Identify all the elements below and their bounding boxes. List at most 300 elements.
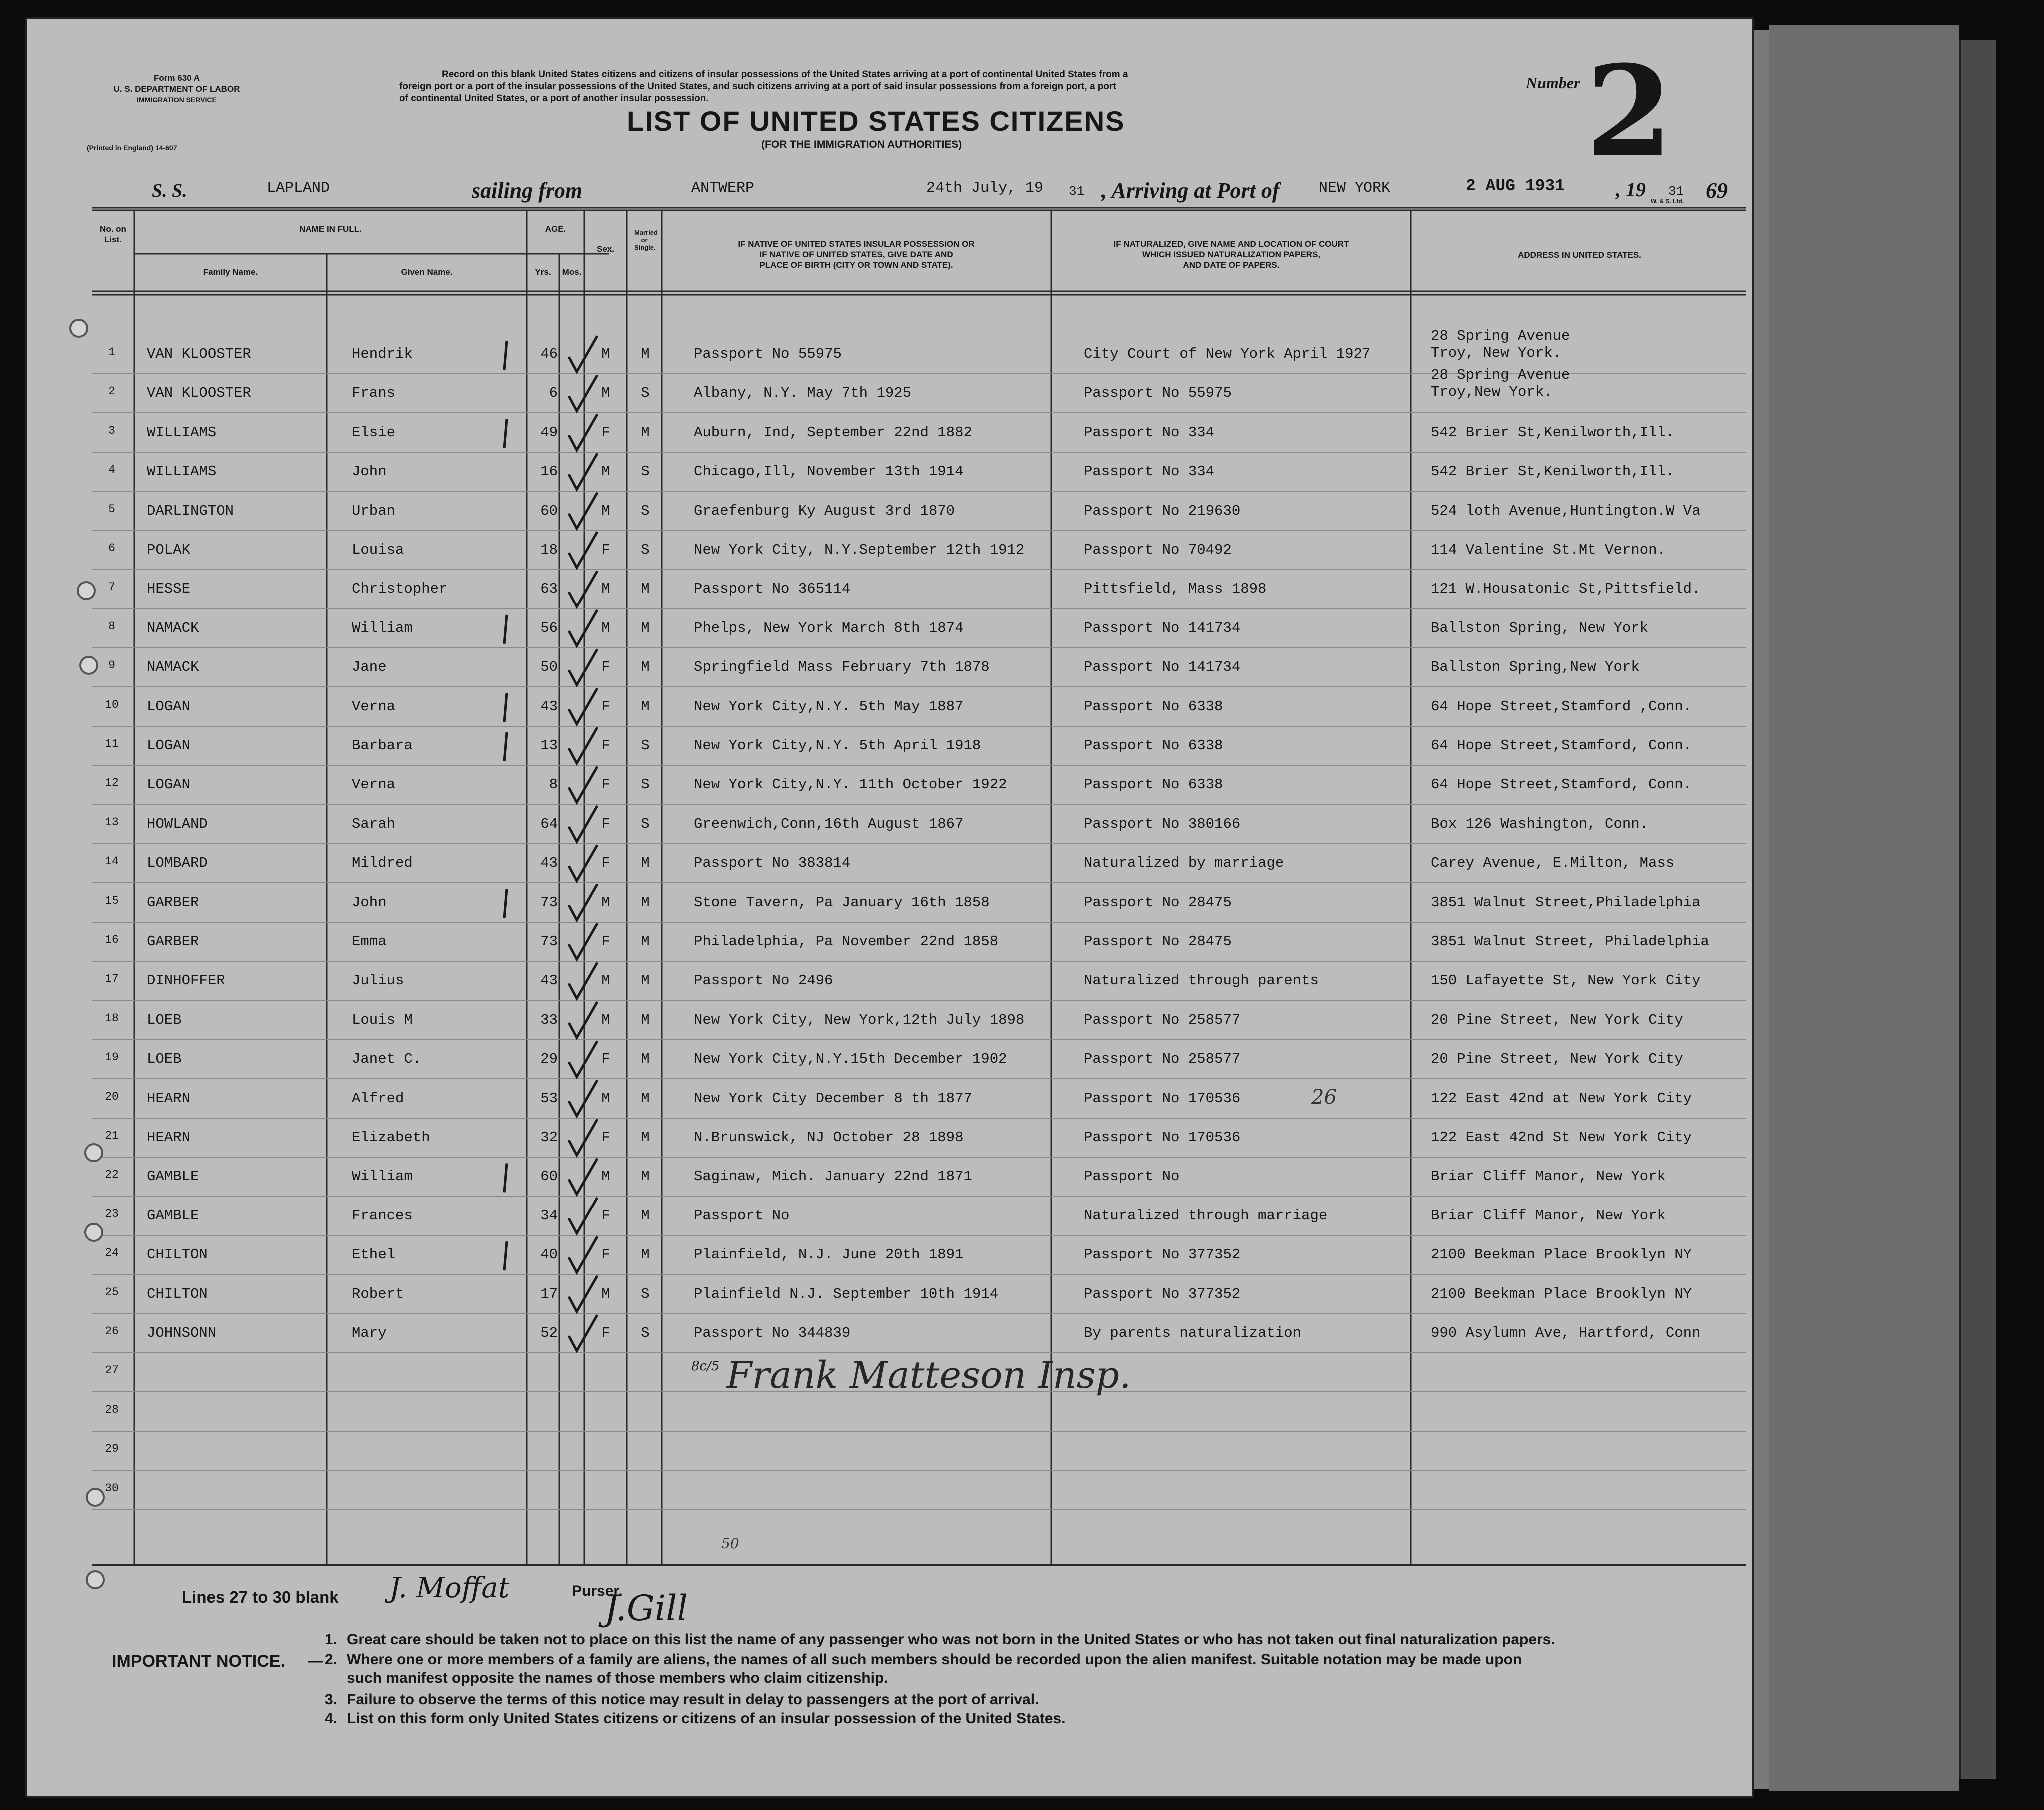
given-name: Louis M [352, 1011, 413, 1028]
us-address: 542 Brier St,Kenilworth,Ill. [1431, 463, 1675, 480]
marital-status: S [641, 463, 650, 480]
given-name: Verna [352, 776, 396, 793]
notice-heading: IMPORTANT NOTICE. [112, 1652, 285, 1671]
naturalization-info: Passport No 258577 [1084, 1011, 1241, 1028]
birth-info: Philadelphia, Pa November 22nd 1858 [694, 933, 999, 950]
family-name: LOGAN [147, 698, 191, 715]
naturalization-info: Passport No 170536 [1084, 1090, 1241, 1107]
row-number: 19 [105, 1051, 119, 1064]
col-birth-line-3: PLACE OF BIRTH (CITY OR TOWN AND STATE). [759, 260, 953, 270]
sex: F [601, 776, 610, 793]
given-name: Sarah [352, 815, 396, 832]
age-years: 40 [540, 1246, 558, 1263]
tally-stroke [504, 889, 507, 918]
row-number: 20 [105, 1090, 119, 1103]
col-mos: Mos. [562, 267, 582, 277]
naturalization-info: Passport No 70492 [1084, 542, 1232, 558]
birth-info: Passport No 2496 [694, 972, 833, 989]
marital-status: S [641, 1285, 650, 1302]
row-20-mark: 26 [1311, 1086, 1337, 1109]
marital-status: M [641, 972, 650, 989]
notice-num-4: 4. [325, 1710, 338, 1727]
page-number: 69 [1706, 178, 1728, 203]
intro-line-2: foreign port or a port of the insular possessions of the United States, and such citizens arriving at a port of said insular possessions from a foreign port, a port [399, 81, 1116, 92]
family-name: VAN KLOOSTER [147, 346, 251, 362]
arrive-port: NEW YORK [1319, 180, 1391, 197]
sex: F [601, 1246, 610, 1263]
check-mark [569, 494, 597, 529]
check-mark [569, 1277, 597, 1312]
naturalization-info: Passport No 28475 [1084, 894, 1232, 911]
check-mark [569, 846, 597, 881]
us-address-line-2: Troy,New York. [1431, 384, 1553, 401]
family-name: NAMACK [147, 619, 199, 636]
printer-mark: W. & S. Ltd. [1651, 198, 1684, 205]
sex: M [601, 972, 610, 989]
marital-status: S [641, 385, 650, 402]
marital-status: M [641, 619, 650, 636]
notice-item-1: Great care should be taken not to place on this list the name of any passenger who was not born in the United States or who has not taken out final naturalization papers. [347, 1631, 1555, 1648]
given-name: John [352, 463, 387, 480]
marital-status: M [641, 346, 650, 362]
col-birth-line-2: IF NATIVE OF UNITED STATES, GIVE DATE AND [759, 250, 953, 259]
family-name: JOHNSONN [147, 1325, 217, 1341]
birth-info: Graefenburg Ky August 3rd 1870 [694, 502, 955, 519]
birth-info: New York City,N.Y. 5th May 1887 [694, 698, 964, 715]
birth-info: New York City, N.Y.September 12th 1912 [694, 542, 1025, 558]
sex: F [601, 1207, 610, 1224]
arriving-label: , Arriving at Port of [1101, 178, 1280, 203]
sex: F [601, 1129, 610, 1146]
family-name: LOGAN [147, 776, 191, 793]
tally-stroke [504, 1241, 507, 1270]
sex: M [601, 619, 610, 636]
marital-status: M [641, 698, 650, 715]
us-address: 64 Hope Street,Stamford, Conn. [1431, 776, 1692, 793]
purser-label: Purser. [572, 1583, 623, 1599]
form-number: Form 630 A [154, 73, 200, 83]
col-name-in-full: NAME IN FULL. [299, 224, 362, 234]
arrive-century: , 19 [1616, 178, 1646, 201]
scribble-50: 50 [721, 1535, 739, 1552]
row-number: 3 [108, 424, 115, 437]
ss-label: S. S. [152, 180, 187, 201]
col-no-on-list: No. on List. [100, 224, 126, 244]
family-name: CHILTON [147, 1246, 208, 1263]
naturalization-info: Passport No 258577 [1084, 1051, 1241, 1068]
us-address: 122 East 42nd at New York City [1431, 1090, 1692, 1107]
naturalization-info: Passport No 334 [1084, 463, 1215, 480]
birth-info: Greenwich,Conn,16th August 1867 [694, 815, 964, 832]
col-nat-line-1: IF NATURALIZED, GIVE NAME AND LOCATION OF COURT [1113, 239, 1349, 249]
sex: M [601, 346, 610, 362]
family-name: DINHOFFER [147, 972, 225, 989]
check-mark [569, 1120, 597, 1155]
notice-num-1: 1. [325, 1631, 338, 1648]
given-name: Verna [352, 698, 396, 715]
number-label: Number [1526, 74, 1580, 92]
intro-line-3: of continental United States, or a port of another insular possession. [399, 93, 709, 104]
department-name: U. S. DEPARTMENT OF LABOR [113, 84, 240, 94]
us-address: 28 Spring Avenue [1431, 367, 1570, 384]
family-name: LOEB [147, 1051, 182, 1068]
age-years: 60 [540, 1168, 558, 1185]
age-years: 16 [540, 463, 558, 480]
age-years: 29 [540, 1051, 558, 1068]
punch-hole [86, 1488, 105, 1507]
printed-note: (Printed in England) 14-607 [87, 144, 177, 152]
col-yrs: Yrs. [535, 267, 551, 277]
birth-info: Passport No 365114 [694, 581, 851, 598]
from-port: ANTWERP [691, 180, 755, 197]
sex: F [601, 855, 610, 872]
check-mark [569, 1081, 597, 1116]
birth-info: New York City December 8 th 1877 [694, 1090, 972, 1107]
check-mark [569, 572, 597, 606]
marital-status: M [641, 855, 650, 872]
row-number: 8 [108, 619, 115, 633]
birth-info: Albany, N.Y. May 7th 1925 [694, 385, 912, 402]
birth-info: Saginaw, Mich. January 22nd 1871 [694, 1168, 972, 1185]
given-name: Urban [352, 502, 396, 519]
service-name: IMMIGRATION SERVICE [137, 96, 217, 104]
naturalization-info: Naturalized through marriage [1084, 1207, 1328, 1224]
birth-info: Auburn, Ind, September 22nd 1882 [694, 424, 972, 441]
age-years: 49 [540, 424, 558, 441]
sex: F [601, 542, 610, 558]
family-name: GAMBLE [147, 1168, 199, 1185]
row-number: 4 [108, 463, 115, 477]
birth-info: Passport No [694, 1207, 790, 1224]
col-married-single: Married or Single. [634, 229, 658, 251]
family-name: NAMACK [147, 659, 199, 676]
given-name: Emma [352, 933, 387, 950]
col-family-name: Family Name. [203, 267, 258, 277]
row-number: 2 [108, 385, 115, 398]
col-nat-line-2: WHICH ISSUED NATURALIZATION PAPERS, [1142, 250, 1321, 259]
row-number: 7 [108, 581, 115, 594]
punch-hole [69, 319, 88, 338]
tally-stroke [504, 732, 507, 761]
lines-blank-signature: J. Moffat [389, 1572, 510, 1604]
check-mark [569, 1159, 597, 1194]
row-number: 24 [105, 1246, 119, 1260]
checkmarks-overlay [27, 19, 1754, 1798]
sex: F [601, 737, 610, 754]
row-number: 28 [105, 1403, 119, 1416]
us-address: 3851 Walnut Street, Philadelphia [1431, 933, 1709, 950]
arrive-date-stamp: 2 AUG 1931 [1466, 177, 1565, 195]
row-number: 11 [105, 737, 119, 750]
sex: M [601, 894, 610, 911]
us-address: 524 loth Avenue,Huntington.W Va [1431, 502, 1701, 519]
sex: F [601, 424, 610, 441]
manifest-document [25, 17, 1754, 1798]
family-name: LOEB [147, 1011, 182, 1028]
row-number: 30 [105, 1481, 119, 1495]
marital-status: M [641, 1168, 650, 1185]
inspector-code: 8c/5 [691, 1359, 720, 1374]
row-number: 10 [105, 698, 119, 711]
marital-status: S [641, 776, 650, 793]
row-number: 13 [105, 815, 119, 829]
marital-status: M [641, 1207, 650, 1224]
binding-edge [1959, 40, 1996, 1779]
sex: F [601, 933, 610, 950]
col-nat-line-3: AND DATE OF PAPERS. [1183, 260, 1280, 270]
birth-info: Phelps, New York March 8th 1874 [694, 619, 964, 636]
given-name: Elsie [352, 424, 396, 441]
notice-item-4: List on this form only United States citizens or citizens of an insular possession of the United States. [347, 1710, 1066, 1727]
tally-stroke [504, 693, 507, 722]
age-years: 8 [549, 776, 558, 793]
check-mark [569, 1237, 597, 1272]
naturalization-info: Passport No 141734 [1084, 619, 1241, 636]
age-years: 33 [540, 1011, 558, 1028]
naturalization-info: Passport No 6338 [1084, 776, 1223, 793]
family-name: LOGAN [147, 737, 191, 754]
row-number: 23 [105, 1207, 119, 1220]
check-mark [569, 454, 597, 489]
marital-status: M [641, 424, 650, 441]
family-name: GAMBLE [147, 1207, 199, 1224]
row-number: 21 [105, 1129, 119, 1142]
marital-status: M [641, 1090, 650, 1107]
birth-info: Plainfield N.J. September 10th 1914 [694, 1285, 999, 1302]
notice-item-3: Failure to observe the terms of this notice may result in delay to passengers at the port of arrival. [347, 1691, 1039, 1708]
age-years: 6 [549, 385, 558, 402]
age-years: 43 [540, 972, 558, 989]
check-mark [569, 689, 597, 724]
naturalization-info: Passport No 334 [1084, 424, 1215, 441]
us-address: 2100 Beekman Place Brooklyn NY [1431, 1285, 1692, 1302]
intro-line-1: Record on this blank United States citizens and citizens of insular possessions of the United States arriving at a port of continental United States from a [442, 69, 1128, 80]
check-mark [569, 650, 597, 685]
row-number: 25 [105, 1285, 119, 1299]
sailing-label: sailing from [472, 178, 583, 203]
given-name: Robert [352, 1285, 404, 1302]
family-name: HOWLAND [147, 815, 208, 832]
age-years: 64 [540, 815, 558, 832]
age-years: 32 [540, 1129, 558, 1146]
check-mark [569, 1003, 597, 1038]
family-name: WILLIAMS [147, 463, 217, 480]
sex: F [601, 1051, 610, 1068]
family-name: LOMBARD [147, 855, 208, 872]
notice-num-3: 3. [325, 1691, 338, 1708]
row-number: 29 [105, 1442, 119, 1456]
naturalization-info: Naturalized by marriage [1084, 855, 1284, 872]
col-given-name: Given Name. [401, 267, 453, 277]
sex: F [601, 698, 610, 715]
marital-status: M [641, 1129, 650, 1146]
given-name: Hendrik [352, 346, 413, 362]
check-mark [569, 728, 597, 763]
us-address: 20 Pine Street, New York City [1431, 1051, 1683, 1068]
age-years: 52 [540, 1325, 558, 1341]
age-years: 73 [540, 933, 558, 950]
purser-signature: J.Gill [604, 1588, 688, 1629]
col-sex: Sex. [597, 244, 614, 254]
notice-item-2-line-1: Where one or more members of a family are aliens, the names of all such members should be recorded upon the alien manifest. Suitable notation may be made upon [347, 1651, 1522, 1668]
arrive-year: 31 [1668, 184, 1684, 199]
us-address: 150 Lafayette St, New York City [1431, 972, 1701, 989]
naturalization-info: Passport No 6338 [1084, 698, 1223, 715]
family-name: GARBER [147, 894, 199, 911]
us-address: 121 W.Housatonic St,Pittsfield. [1431, 581, 1701, 598]
us-address: 542 Brier St,Kenilworth,Ill. [1431, 424, 1675, 441]
punch-hole [84, 1223, 103, 1242]
sex: M [601, 1011, 610, 1028]
birth-info: New York City, New York,12th July 1898 [694, 1011, 1025, 1028]
us-address: 64 Hope Street,Stamford, Conn. [1431, 737, 1692, 754]
check-mark [569, 767, 597, 802]
check-mark [569, 415, 597, 450]
row-number: 9 [108, 659, 115, 672]
punch-hole [86, 1570, 105, 1589]
sex: F [601, 1325, 610, 1341]
marital-status: M [641, 659, 650, 676]
given-name: Ethel [352, 1246, 396, 1263]
check-mark [569, 337, 597, 372]
check-mark [569, 885, 597, 920]
age-years: 18 [540, 542, 558, 558]
tally-stroke [504, 1163, 507, 1192]
marital-status: S [641, 1325, 650, 1341]
given-name: Christopher [352, 581, 448, 598]
sail-year: 31 [1069, 184, 1085, 199]
age-years: 73 [540, 894, 558, 911]
check-mark [569, 533, 597, 568]
us-address: 2100 Beekman Place Brooklyn NY [1431, 1246, 1692, 1263]
inspector-signature: Frank Matteson Insp. [726, 1354, 1131, 1397]
punch-hole [79, 656, 98, 675]
sex: M [601, 1090, 610, 1107]
age-years: 43 [540, 698, 558, 715]
age-years: 53 [540, 1090, 558, 1107]
form-title: LIST OF UNITED STATES CITIZENS [627, 105, 1125, 137]
birth-info: Plainfield, N.J. June 20th 1891 [694, 1246, 964, 1263]
birth-info: Springfield Mass February 7th 1878 [694, 659, 990, 676]
marital-status: M [641, 581, 650, 598]
family-name: DARLINGTON [147, 502, 234, 519]
check-mark [569, 1199, 597, 1233]
row-number: 14 [105, 855, 119, 868]
col-birth-line-1: IF NATIVE OF UNITED STATES INSULAR POSSESSION OR [738, 239, 975, 249]
age-years: 17 [540, 1285, 558, 1302]
birth-info: New York City,N.Y.15th December 1902 [694, 1051, 1007, 1068]
marital-status: M [641, 933, 650, 950]
sex: F [601, 659, 610, 676]
notice-num-2: 2. [325, 1651, 338, 1668]
tally-stroke [504, 419, 507, 448]
tally-stroke [504, 615, 507, 644]
given-name: Mary [352, 1325, 387, 1341]
naturalization-info: Passport No 55975 [1084, 385, 1232, 402]
lines-blank-note: Lines 27 to 30 blank [182, 1588, 339, 1606]
us-address: 20 Pine Street, New York City [1431, 1011, 1683, 1028]
naturalization-info: Pittsfield, Mass 1898 [1084, 581, 1267, 598]
given-name: Alfred [352, 1090, 404, 1107]
check-mark [569, 1316, 597, 1351]
sex: M [601, 463, 610, 480]
birth-info: Passport No 383814 [694, 855, 851, 872]
marital-status: M [641, 1051, 650, 1068]
naturalization-info: Naturalized through parents [1084, 972, 1319, 989]
family-name: VAN KLOOSTER [147, 385, 251, 402]
age-years: 63 [540, 581, 558, 598]
marital-status: M [641, 1246, 650, 1263]
check-mark [569, 963, 597, 998]
naturalization-info: Passport No 28475 [1084, 933, 1232, 950]
naturalization-info: Passport No 6338 [1084, 737, 1223, 754]
marital-status: M [641, 894, 650, 911]
row-number: 12 [105, 776, 119, 790]
naturalization-info: City Court of New York April 1927 [1084, 346, 1371, 362]
us-address: 28 Spring Avenue [1431, 328, 1570, 344]
list-number: 2 [1586, 38, 1673, 185]
row-number: 1 [108, 346, 115, 359]
birth-info: Stone Tavern, Pa January 16th 1858 [694, 894, 990, 911]
given-name: Janet C. [352, 1051, 422, 1068]
naturalization-info: By parents naturalization [1084, 1325, 1302, 1341]
row-number: 26 [105, 1325, 119, 1338]
age-years: 50 [540, 659, 558, 676]
given-name: Frans [352, 385, 396, 402]
birth-info: N.Brunswick, NJ October 28 1898 [694, 1129, 964, 1146]
family-name: HEARN [147, 1090, 191, 1107]
marital-status: S [641, 502, 650, 519]
col-age: AGE. [545, 224, 566, 234]
given-name: Louisa [352, 542, 404, 558]
given-name: John [352, 894, 387, 911]
marital-status: M [641, 1011, 650, 1028]
given-name: Barbara [352, 737, 413, 754]
ship-name: LAPLAND [267, 180, 330, 197]
marital-status: S [641, 542, 650, 558]
age-years: 43 [540, 855, 558, 872]
age-years: 46 [540, 346, 558, 362]
sex: M [601, 502, 610, 519]
us-address: 990 Asylumn Ave, Hartford, Conn [1431, 1325, 1701, 1341]
family-name: WILLIAMS [147, 424, 217, 441]
check-mark [569, 1042, 597, 1077]
naturalization-info: Passport No 170536 [1084, 1129, 1241, 1146]
check-mark [569, 376, 597, 411]
family-name: HESSE [147, 581, 191, 598]
given-name: Elizabeth [352, 1129, 430, 1146]
birth-info: New York City,N.Y. 11th October 1922 [694, 776, 1007, 793]
age-years: 34 [540, 1207, 558, 1224]
us-address-line-2: Troy, New York. [1431, 345, 1562, 361]
family-name: GARBER [147, 933, 199, 950]
punch-hole [77, 581, 96, 600]
given-name: William [352, 1168, 413, 1185]
row-number: 22 [105, 1168, 119, 1182]
birth-info: Passport No 55975 [694, 346, 842, 362]
family-name: POLAK [147, 542, 191, 558]
age-years: 56 [540, 619, 558, 636]
sex: M [601, 385, 610, 402]
row-number: 6 [108, 542, 115, 555]
col-address: ADDRESS IN UNITED STATES. [1518, 250, 1641, 260]
given-name: Mildred [352, 855, 413, 872]
us-address: Carey Avenue, E.Milton, Mass [1431, 855, 1675, 872]
row-number: 15 [105, 894, 119, 907]
sex: M [601, 1285, 610, 1302]
page-edge-strip [1754, 30, 1769, 1789]
check-mark [569, 611, 597, 646]
